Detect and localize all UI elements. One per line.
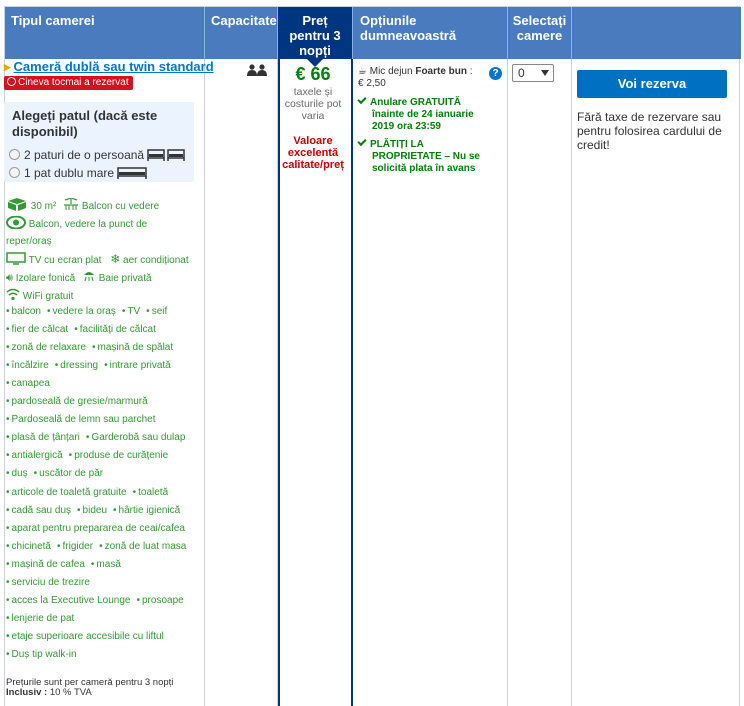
bullet-icon: • [132,487,137,498]
facility-item: fier de călcat [11,324,69,335]
radio-button[interactable] [9,149,20,160]
price-amount: € 66 [295,64,331,84]
bullet-icon: • [6,450,10,461]
facility-item: serviciu de trezire [11,577,90,588]
recently-booked-badge: Cineva tocmai a rezervat [4,76,133,90]
bullet-icon: • [6,487,10,498]
price-footer-note: Prețurile sunt per cameră pentru 3 nopți Inclusiv : 10 % TVA [6,677,174,698]
balcony-icon [63,198,79,211]
facility-item: uscător de păr [39,468,104,479]
header-capacity: Capacitate [205,7,278,59]
bullet-icon: • [6,432,10,443]
reserve-button[interactable]: Voi rezerva [577,70,727,98]
bed-option-double[interactable]: 1 pat dublu mare [9,166,147,180]
facility-item: duș [11,468,28,479]
header-action [572,7,741,59]
single-beds-icon [147,149,185,161]
facility-row [6,378,50,389]
facility-row [6,306,167,317]
facility-item: plasă de țânțari [11,432,80,443]
facility-item: zonă de relaxare [11,342,87,353]
facility-row [6,523,185,534]
bullet-icon: • [68,450,73,461]
check-icon [357,95,366,104]
check-icon [357,137,366,146]
coffee-cup-icon: ☕︎ [358,66,367,77]
facility-item: antialergică [11,450,63,461]
snowflake-icon: ❄ [110,252,121,266]
facility-item: TV [127,306,141,317]
facility-item: bideu [82,505,107,516]
facility-item: masă [96,559,121,570]
room-size: 30 m² Balcon cu vedere [6,198,159,212]
radio-button[interactable] [9,167,20,178]
bullet-icon: • [6,468,10,479]
facility-row [6,360,171,371]
bullet-icon: • [6,541,10,552]
facility-item: zonă de luat masa [104,541,187,552]
bed-choice-title: Alegeți patul (dacă este disponibil) [12,108,158,139]
bullet-icon: • [6,505,10,516]
facility-item: mașină de spălat [97,342,174,353]
facility-item: frigider [62,541,94,552]
facility-item: balcon [11,306,41,317]
balcony-view: Balcon, vedere la punct de [6,216,147,230]
facility-item: hârtie igienică [118,505,181,516]
bullet-icon: • [6,396,10,407]
bullet-icon: • [6,523,10,534]
facility-item: canapea [11,378,50,389]
double-bed-icon [117,167,147,179]
facility-item: Duș tip walk-in [11,649,77,660]
cube-icon [6,198,28,211]
select-column [508,59,572,706]
bullet-icon: • [6,342,10,353]
bullet-icon: • [77,505,81,516]
bullet-icon: • [46,306,51,317]
value-badge: Valoare excelentă calitate/preț [282,135,344,171]
facility-row [6,559,121,570]
bullet-icon: • [56,541,61,552]
facility-row [6,342,173,353]
pay-at-property: PLĂTIȚI LA PROPRIETATE – Nu se solicită plata în avans [358,139,480,175]
facility-row [6,324,156,335]
facility-item: mașină de cafea [11,559,85,570]
alarm-clock-icon [7,77,16,86]
facility-row [6,613,74,624]
facility-item: facilități de călcat [79,324,156,335]
facility-item: etaje superioare accesibile cu liftul [11,631,164,642]
facility-row [6,414,156,425]
facility-row [6,595,184,606]
soundproof-bath: 🔊︎ Izolare fonică Baie privată [6,272,152,284]
bullet-icon: • [6,631,10,642]
bullet-icon: • [146,306,150,317]
facility-item: produse de curățenie [74,450,169,461]
facility-item: seif [151,306,168,317]
header-price: Preț pentru 3 nopți [278,7,353,59]
tv-icon [6,252,26,265]
balcony-view-cont: reper/oraș [6,236,52,247]
free-cancellation: Anulare GRATUITĂ înainte de 24 ianuarie 2019 ora 23:59 [358,97,474,133]
speaker-icon: 🔊︎ [6,272,13,284]
facility-item: articole de toaletă gratuite [11,487,127,498]
facility-item: vedere la oraș [52,306,116,317]
bullet-icon: • [92,342,96,353]
bullet-icon: • [6,649,10,660]
bullet-icon: • [6,613,10,624]
wifi-icon [6,288,20,301]
breakfast-info: ☕︎ Mic dejun Foarte bun : € 2,50 [358,66,473,89]
free-wifi: WiFi gratuit [6,288,73,302]
facility-item: chicinetă [11,541,51,552]
bullet-icon: • [74,324,78,335]
chevron-down-icon [541,70,549,76]
facility-item: intrare privată [109,360,171,371]
facility-item: acces la Executive Lounge [11,595,131,606]
bed-option-twin[interactable]: 2 paturi de o persoană [9,148,185,162]
header-room-type: Tipul camerei [5,7,205,59]
facility-row [6,396,148,407]
facility-item: lenjerie de pat [11,613,75,624]
price-taxes-note: taxele și costurile pot varia [284,86,342,122]
bullet-icon: • [121,306,126,317]
facility-row [6,649,77,660]
facility-item: Garderobă sau dulap [91,432,186,443]
chevron-right-icon: ▸ [4,59,11,74]
facility-row [6,577,90,588]
facility-row [6,432,185,443]
facility-row [6,487,168,498]
facility-item: pardoseală de gresie/marmură [11,396,148,407]
facility-item: cadă sau duș [11,505,72,516]
bullet-icon: • [136,595,140,606]
shower-icon [82,270,96,283]
bullet-icon: • [6,414,10,425]
room-name-link[interactable]: ▸ Cameră dublă sau twin standard [4,59,214,74]
bullet-icon: • [6,595,10,606]
bullet-icon: • [33,468,38,479]
facility-row [6,450,168,461]
bullet-icon: • [6,559,10,570]
bullet-icon: • [104,360,108,371]
bullet-icon: • [6,324,10,335]
room-quantity-select[interactable]: 0 [512,64,554,82]
facility-item: aparat pentru prepararea de ceai/cafea [11,523,185,534]
tv-aircon: TV cu ecran plat ❄ aer condiționat [6,252,189,266]
bullet-icon: • [85,432,90,443]
header-select-rooms: Selectați camere [508,7,572,59]
facility-row [6,631,164,642]
facility-item: încălzire [11,360,49,371]
table-header [5,7,741,59]
bullet-icon: • [90,559,95,570]
bullet-icon: • [6,360,10,371]
capacity-column [205,59,278,706]
bullet-icon: • [6,306,10,317]
facility-row [6,468,103,479]
facility-item: Pardoseală de lemn sau parchet [11,414,156,425]
bullet-icon: • [6,577,10,588]
facility-item: dressing [60,360,99,371]
bullet-icon: • [6,378,10,389]
facility-item: toaletă [138,487,169,498]
two-persons-icon [246,64,268,76]
header-options: Opțiunile dumneavoastră [353,7,508,59]
bullet-icon: • [113,505,117,516]
bullet-icon: • [99,541,103,552]
facility-row [6,505,180,516]
eye-icon [6,216,26,229]
facility-row [6,541,186,552]
help-icon[interactable]: ? [489,67,502,80]
bullet-icon: • [54,360,59,371]
facility-item: prosoape [142,595,184,606]
no-fees-note: Fără taxe de rezervare sau pentru folosirea cardului de credit! [577,110,722,152]
